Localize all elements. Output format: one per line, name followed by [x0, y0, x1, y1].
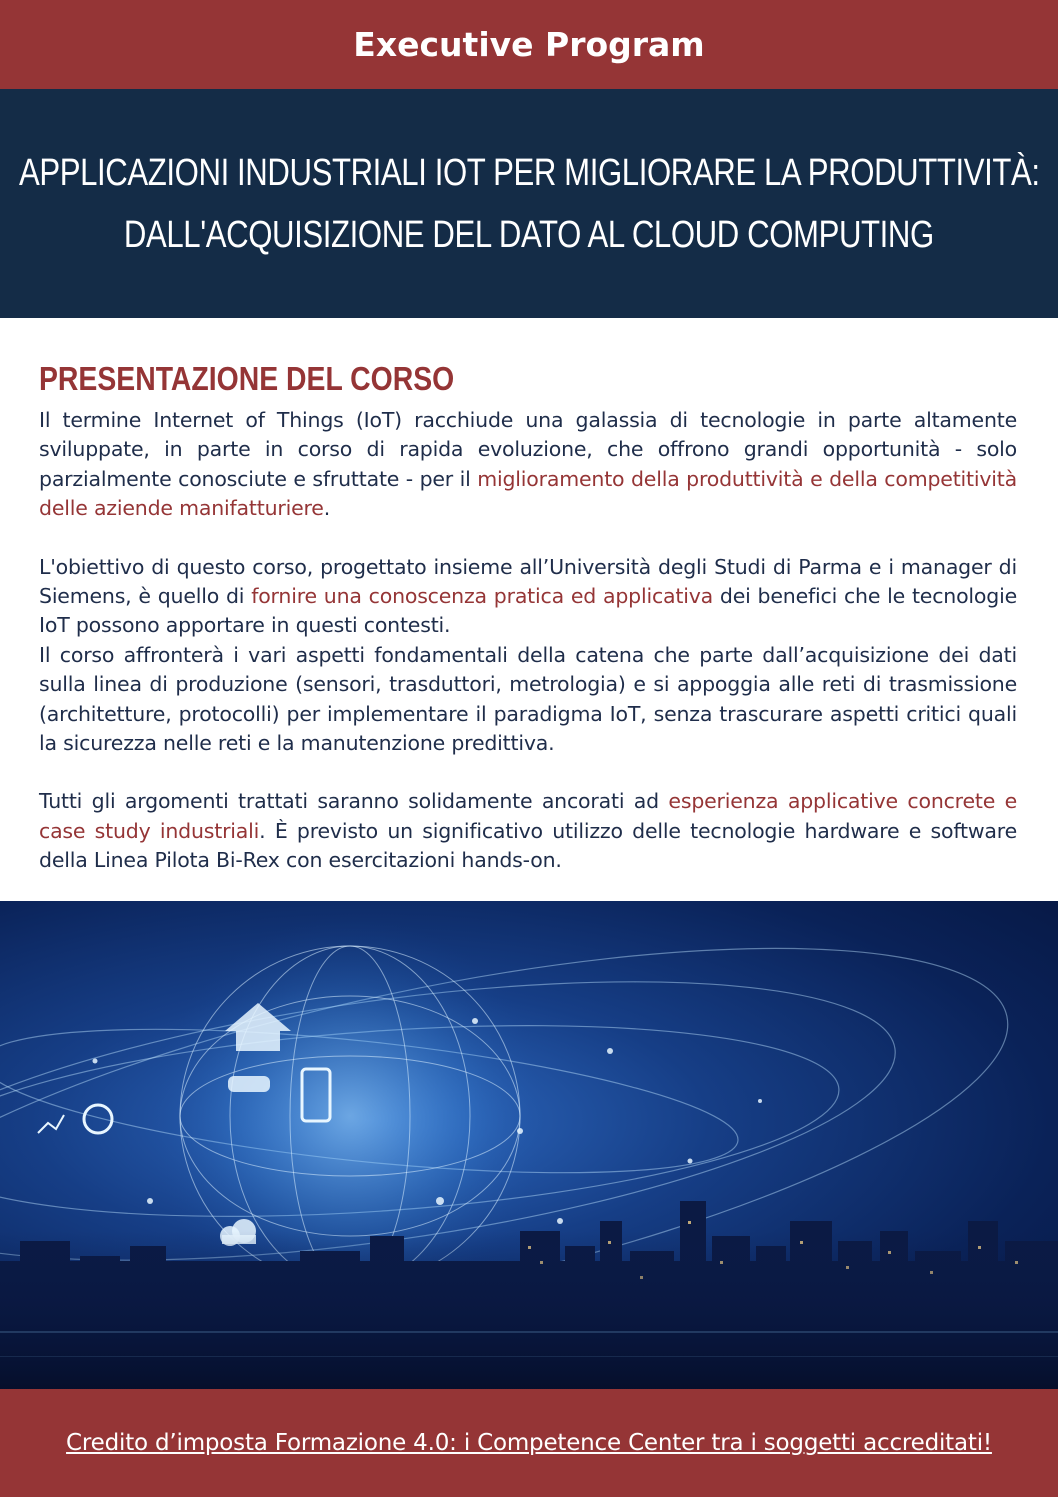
- section-heading: PRESENTAZIONE DEL CORSO: [39, 360, 455, 397]
- iot-globe-illustration: [0, 901, 1058, 1389]
- highlight-knowledge: fornire una conoscenza pratica ed applicativa: [251, 584, 714, 609]
- title-line-2: DALL'ACQUISIZIONE DEL DATO AL CLOUD COMPUTING: [124, 213, 934, 256]
- highlight-case-study: esperienza applicative concrete e case study industriali: [39, 789, 1017, 843]
- chart-icon: [38, 1115, 64, 1133]
- bitcoin-icon: [84, 1105, 112, 1133]
- car-icon: [228, 1076, 270, 1092]
- title-line-1: APPLICAZIONI INDUSTRIALI IOT PER MIGLIORARE LA PRODUTTIVITÀ:: [18, 151, 1040, 194]
- program-label: Executive Program: [353, 25, 705, 64]
- header-band: [0, 0, 1058, 89]
- iot-city-image: [0, 901, 1058, 1389]
- course-presentation: [39, 356, 1017, 876]
- paragraph-3: Il corso affronterà i vari aspetti fondamentali della catena che parte dall’acquisizione dei dati sulla linea di produzione (sensori, trasduttori, metrologia) e si appoggia alle reti di trasmissione (architetture, protocolli) per implementare il paradigma IoT, senza trascurare aspetti critici quali la sicurezza nelle reti e la manutenzione predittiva.: [39, 642, 1017, 756]
- highlight-productivity: miglioramento della produttività e della competitività delle aziende manifatturiere: [39, 466, 1017, 521]
- paragraph-1: Il termine Internet of Things (IoT) racchiude una galassia di tecnologie in parte altamente sviluppate, in parte in corso di rapida evoluzione, che offrono grandi opportunità - solo parzialmente conosciute e sfruttate - per il miglioramento della produttività e della competitività delle aziende manifatturiere.: [39, 408, 1017, 521]
- paragraph-2: L'obiettivo di questo corso, progettato insieme all’Università degli Studi di Parma e i manager di Siemens, è quello di fornire una conoscenza pratica ed applicativa dei benefici che le tecnologie IoT possono apportare in questi contesti.: [39, 554, 1017, 638]
- footer-band: [0, 1389, 1058, 1497]
- paragraph-4: Tutti gli argomenti trattati saranno solidamente ancorati ad esperienza applicative concrete e case study industriali. È previsto un significativo utilizzo delle tecnologie hardware e software della Linea Pilota Bi-Rex con esercitazioni hands-on.: [39, 789, 1017, 873]
- tax-credit-link[interactable]: Credito d’imposta Formazione 4.0: i Competence Center tra i soggetti accreditati!: [66, 1430, 992, 1456]
- title-band: [0, 89, 1058, 318]
